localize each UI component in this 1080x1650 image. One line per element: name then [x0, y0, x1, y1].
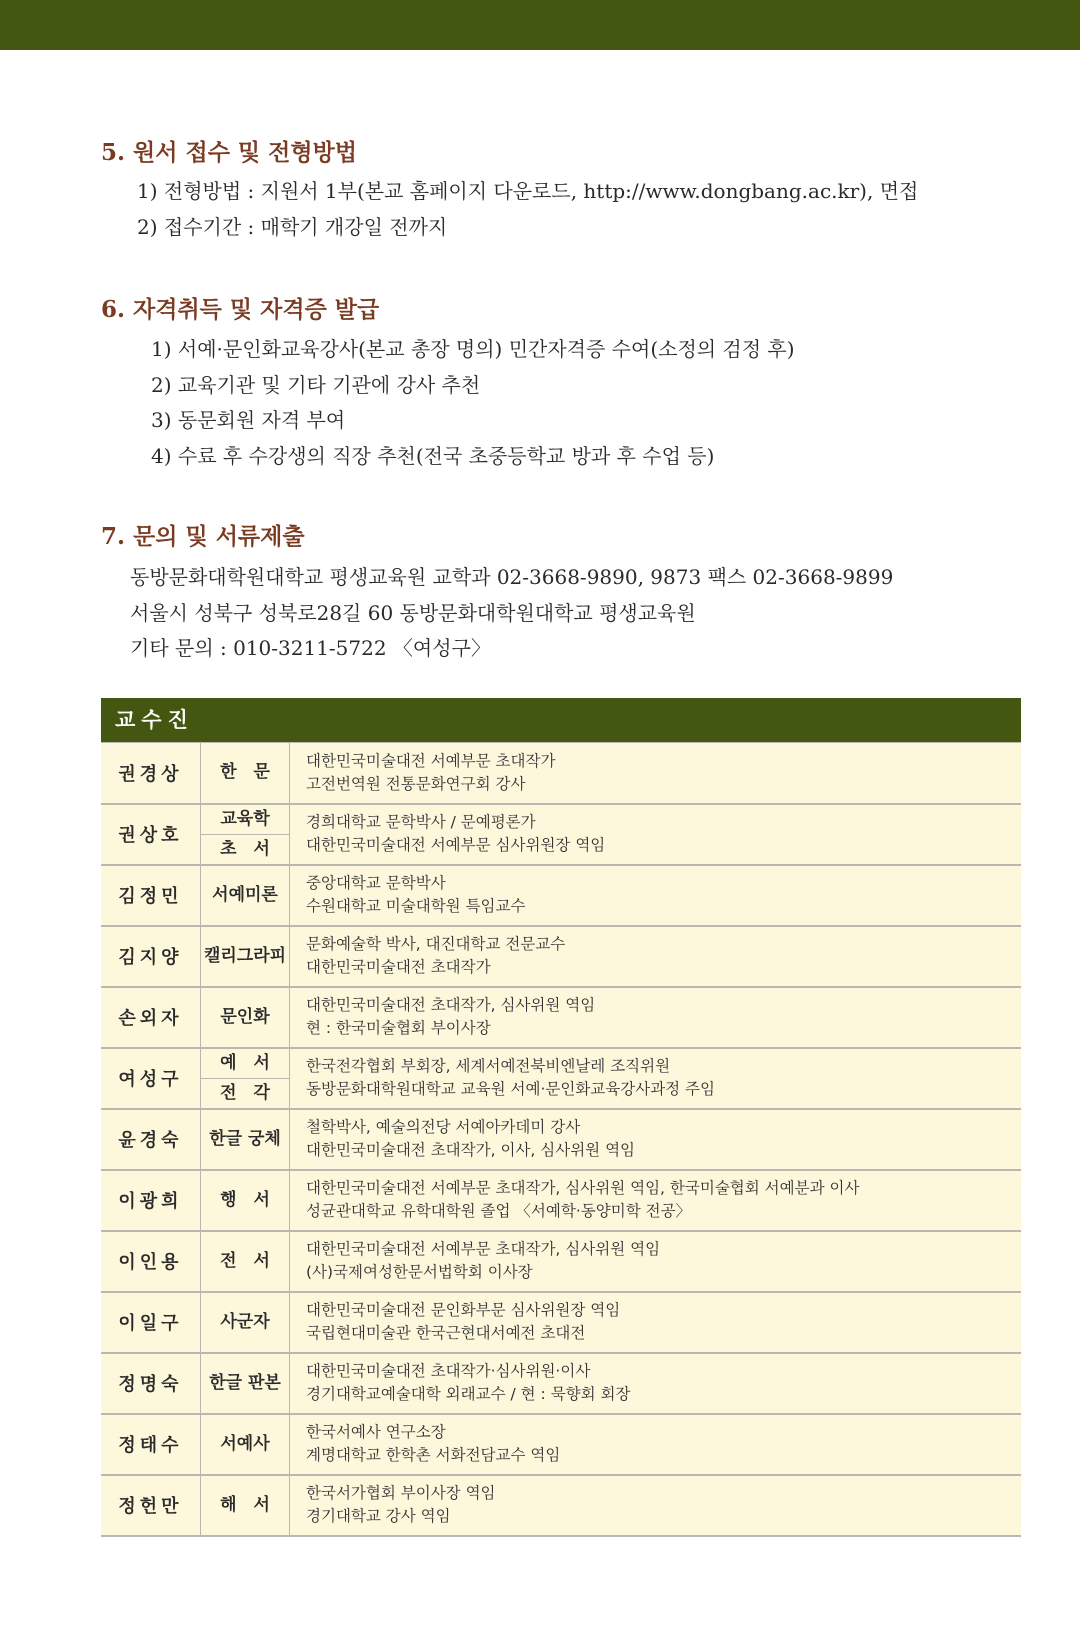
faculty-desc-line: 대한민국미술대전 서예부문 심사위원장 역임: [306, 836, 606, 854]
section-line: 4) 수료 후 수강생의 직장 추천(전국 초중등학교 방과 후 수업 등): [151, 443, 715, 468]
faculty-name: 윤경숙: [101, 1109, 201, 1170]
faculty-description: [290, 1109, 1022, 1170]
faculty-description: [290, 1170, 1022, 1231]
faculty-field: 전 각: [201, 1078, 289, 1108]
faculty-name: 손외자: [101, 987, 201, 1048]
faculty-description: [290, 1353, 1022, 1414]
faculty-name: 김정민: [101, 865, 201, 926]
faculty-row: [101, 1414, 1021, 1475]
faculty-description: [290, 804, 1022, 865]
section-5: [101, 136, 1021, 245]
faculty-description: [290, 1414, 1022, 1475]
faculty-desc-line: 한국서가협회 부이사장 역임: [306, 1484, 496, 1502]
faculty-name: 김지양: [101, 926, 201, 987]
faculty-desc-line: 한국전각협회 부회장, 세계서예전북비엔날레 조직위원: [306, 1057, 671, 1075]
section-line: 서울시 성북구 성북로28길 60 동방문화대학원대학교 평생교육원: [130, 600, 696, 625]
section-title-text: 원서 접수 및 전형방법: [133, 140, 358, 166]
faculty-field: 문인화: [220, 1006, 270, 1027]
faculty-row: [101, 1109, 1021, 1170]
top-banner: [0, 0, 1080, 50]
section-line: 동방문화대학원대학교 평생교육원 교학과 02-3668-9890, 9873 팩스 02-3668-9899: [130, 565, 894, 589]
faculty-field-cell: [201, 1048, 290, 1109]
faculty-description: [290, 1231, 1022, 1292]
faculty-desc-line: 국립현대미술관 한국근현대서예전 초대전: [306, 1324, 586, 1342]
faculty-desc-line: 수원대학교 미술대학원 특임교수: [306, 897, 526, 915]
faculty-desc-line: 문화예술학 박사, 대진대학교 전문교수: [306, 935, 566, 953]
faculty-field: 사군자: [220, 1311, 270, 1332]
faculty-desc-line: 한국서예사 연구소장: [306, 1423, 446, 1441]
faculty-field: 서예사: [220, 1433, 270, 1454]
section-title-text: 자격취득 및 자격증 발급: [133, 297, 380, 323]
section-number: 5.: [101, 139, 126, 166]
faculty-field: 행 서: [220, 1189, 270, 1210]
faculty-field: 예 서: [220, 1052, 270, 1073]
faculty-desc-line: 경기대학교예술대학 외래교수 / 현 : 묵향회 회장: [306, 1385, 631, 1403]
faculty-desc-line: 대한민국미술대전 서예부문 초대작가: [306, 751, 556, 770]
faculty-field-cell: [201, 1170, 290, 1231]
faculty-desc-line: 중앙대학교 문학박사: [306, 874, 446, 892]
faculty-field: 서예미론: [212, 884, 278, 905]
faculty-name: 이일구: [101, 1292, 201, 1353]
section-7: [101, 520, 1021, 667]
info-sections: [101, 136, 1021, 667]
faculty-name: 정명숙: [101, 1353, 201, 1414]
faculty-row: [101, 743, 1021, 804]
faculty-row: [101, 1475, 1021, 1536]
faculty-description: [290, 987, 1022, 1048]
faculty-desc-line: 경희대학교 문학박사 / 문예평론가: [306, 813, 536, 831]
section-line: 1) 전형방법 : 지원서 1부(본교 홈페이지 다운로드, http://www.dongbang.ac.kr), 면접: [137, 179, 919, 203]
faculty-desc-line: 경기대학교 강사 역임: [306, 1507, 451, 1525]
faculty-name: 권경상: [101, 743, 201, 804]
faculty-desc-line: 고전번역원 전통문화연구회 강사: [306, 774, 526, 793]
section-title: [101, 136, 1021, 170]
faculty-row: [101, 1353, 1021, 1414]
faculty-name: 정태수: [101, 1414, 201, 1475]
faculty-field: 교육학: [220, 808, 270, 829]
faculty-desc-line: 대한민국미술대전 초대작가, 심사위원 역임: [306, 996, 596, 1014]
faculty-name: 정헌만: [101, 1475, 201, 1536]
faculty-desc-line: 대한민국미술대전 초대작가·심사위원·이사: [306, 1362, 591, 1380]
faculty-field-cell: [201, 865, 290, 926]
faculty-row: [101, 1292, 1021, 1353]
faculty-field-cell: [201, 1109, 290, 1170]
section-number: 6.: [101, 296, 126, 323]
faculty-field-cell: [201, 1414, 290, 1475]
faculty-field: 한 문: [220, 762, 270, 783]
faculty-desc-line: 성균관대학교 유학대학원 졸업 〈서예학·동양미학 전공〉: [306, 1202, 692, 1220]
section-line: 기타 문의 : 010-3211-5722 〈여성구〉: [130, 636, 491, 660]
faculty-field-cell: [201, 926, 290, 987]
faculty-table: [101, 742, 1021, 1537]
section-line: 3) 동문회원 자격 부여: [151, 408, 346, 432]
section-title: [101, 520, 1021, 554]
section-title-text: 문의 및 서류제출: [133, 524, 305, 550]
faculty-row: [101, 987, 1021, 1048]
faculty-desc-line: 대한민국미술대전 문인화부문 심사위원장 역임: [306, 1301, 621, 1319]
section-line: 1) 서예·문인화교육강사(본교 총장 명의) 민간자격증 수여(소정의 검정 후): [151, 337, 795, 361]
faculty-name: 여성구: [101, 1048, 201, 1109]
faculty-field-cell: [201, 987, 290, 1048]
faculty-desc-line: 대한민국미술대전 서예부문 초대작가, 심사위원 역임: [306, 1240, 661, 1258]
faculty-description: [290, 926, 1022, 987]
faculty-row: [101, 926, 1021, 987]
faculty-description: [290, 1048, 1022, 1109]
faculty-row: [101, 804, 1021, 865]
faculty-field: 한글 판본: [209, 1372, 281, 1393]
faculty-field-cell: [201, 804, 290, 865]
faculty-name: 권상호: [101, 804, 201, 865]
faculty-desc-line: 동방문화대학원대학교 교육원 서예·문인화교육강사과정 주임: [306, 1080, 716, 1098]
faculty-description: [290, 743, 1022, 804]
faculty-desc-line: (사)국제여성한문서법학회 이사장: [306, 1263, 533, 1281]
faculty-panel: [101, 698, 1021, 1537]
faculty-desc-line: 대한민국미술대전 초대작가, 이사, 심사위원 역임: [306, 1141, 636, 1159]
faculty-desc-line: 대한민국미술대전 서예부문 초대작가, 심사위원 역임, 한국미술협회 서예분과 이사: [306, 1179, 860, 1197]
section-line: 2) 접수기간 : 매학기 개강일 전까지: [137, 214, 448, 239]
faculty-field: 초 서: [201, 834, 289, 864]
faculty-desc-line: 대한민국미술대전 초대작가: [306, 958, 491, 976]
faculty-field: 전 서: [220, 1250, 270, 1271]
faculty-field-cell: [201, 1353, 290, 1414]
faculty-field-cell: [201, 1475, 290, 1536]
faculty-desc-line: 현 : 한국미술협회 부이사장: [306, 1019, 491, 1037]
faculty-name: 이인용: [101, 1231, 201, 1292]
section-line: 2) 교육기관 및 기타 기관에 강사 추천: [151, 372, 481, 397]
faculty-field-cell: [201, 1231, 290, 1292]
faculty-row: [101, 1170, 1021, 1231]
faculty-description: [290, 1475, 1022, 1536]
faculty-row: [101, 865, 1021, 926]
section-6: [101, 293, 1021, 474]
faculty-desc-line: 철학박사, 예술의전당 서예아카데미 강사: [306, 1118, 581, 1136]
faculty-row: [101, 1048, 1021, 1109]
faculty-description: [290, 865, 1022, 926]
faculty-field: 해 서: [220, 1494, 270, 1515]
faculty-header: 교수진: [101, 698, 1021, 742]
faculty-name: 이광희: [101, 1170, 201, 1231]
faculty-description: [290, 1292, 1022, 1353]
faculty-field: 캘리그라피: [203, 945, 287, 966]
faculty-field: 한글 궁체: [209, 1128, 281, 1149]
section-title: [101, 293, 1021, 327]
faculty-desc-line: 계명대학교 한학촌 서화전담교수 역임: [306, 1446, 561, 1464]
faculty-field-cell: [201, 1292, 290, 1353]
section-number: 7.: [101, 523, 126, 550]
faculty-row: [101, 1231, 1021, 1292]
faculty-field-cell: [201, 743, 290, 804]
